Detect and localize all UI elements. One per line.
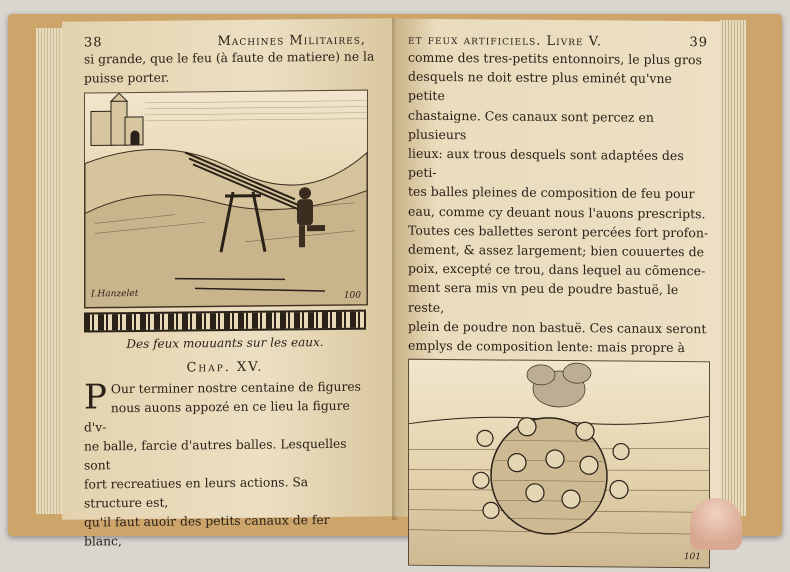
text-line: ne balle, farcie d'autres balles. Lesquelles sont <box>84 435 366 476</box>
left-page <box>62 18 398 520</box>
page-edges-right <box>720 20 746 516</box>
text-line: chastaigne. Ces canaux sont percez en plusieurs <box>408 105 710 146</box>
text-line: Toutes ces ballettes seront percées fort profon- <box>408 221 710 243</box>
text-line: qu'il faut auoir des petits canaux de fer blanc, <box>84 511 366 552</box>
right-page <box>398 19 720 520</box>
engraving-illustration <box>409 360 709 568</box>
text-line: dement, & assez largement; bien couuertes de <box>408 240 710 262</box>
book-gutter <box>392 18 404 520</box>
text-line: lieux: aux trous desquels sont adaptées des peti- <box>408 144 710 185</box>
chapter-heading: Chap. XV. <box>84 359 366 377</box>
text-line: desquels ne doit estre plus eminét qu'vne petite <box>408 67 710 108</box>
text-line: fort recreatiues en leurs actions. Sa structure est, <box>84 473 366 514</box>
right-text <box>408 48 710 358</box>
right-plate-number: 101 <box>684 552 701 562</box>
right-running-title: et feux artificiels. Livre V. <box>408 33 602 50</box>
drop-cap: P <box>84 382 107 412</box>
text-line: eau, comme cy deuant nous l'auons prescripts. <box>408 201 710 223</box>
text-line: nous auons appozé en ce lieu la figure d'v- <box>84 397 366 438</box>
text-line: comme des tres-petits entonnoirs, le plus gros <box>408 48 710 70</box>
engraving-fire-ball <box>408 359 710 569</box>
finger <box>690 498 742 550</box>
left-text-top <box>84 47 390 88</box>
text-line: Our terminer nostre centaine de figures <box>84 378 366 400</box>
page-edges-left <box>36 28 62 514</box>
left-plate-number: 100 <box>344 291 361 301</box>
text-line: poix, excepté ce trou, dans lequel au cõmence- <box>408 259 710 281</box>
text-line: tes balles pleines de composition de feu pour <box>408 182 710 204</box>
text-line: emplys de composition lente: mais propre à <box>408 336 710 358</box>
text-line: plein de poudre non bastuë. Ces canaux seront <box>408 317 710 339</box>
text-line: si grande, que le feu (à faute de matiere) ne la <box>84 47 390 69</box>
text-line: puisse porter. <box>84 66 390 88</box>
text-line: ment sera mis vn peu de poudre bastuë, le reste, <box>408 278 710 319</box>
left-running-title: Machines Militaires, <box>218 33 366 50</box>
section-caption: Des feux mouuants sur les eaux. <box>84 335 366 352</box>
engraving-rocket-launcher <box>84 90 368 309</box>
ornamental-band <box>84 310 366 333</box>
engraver-signature: I.Hanzelet <box>91 289 138 299</box>
engraving-illustration <box>85 91 367 308</box>
left-text-bottom <box>84 378 366 552</box>
right-page-number: 39 <box>689 35 708 50</box>
left-page-number: 38 <box>84 35 103 50</box>
